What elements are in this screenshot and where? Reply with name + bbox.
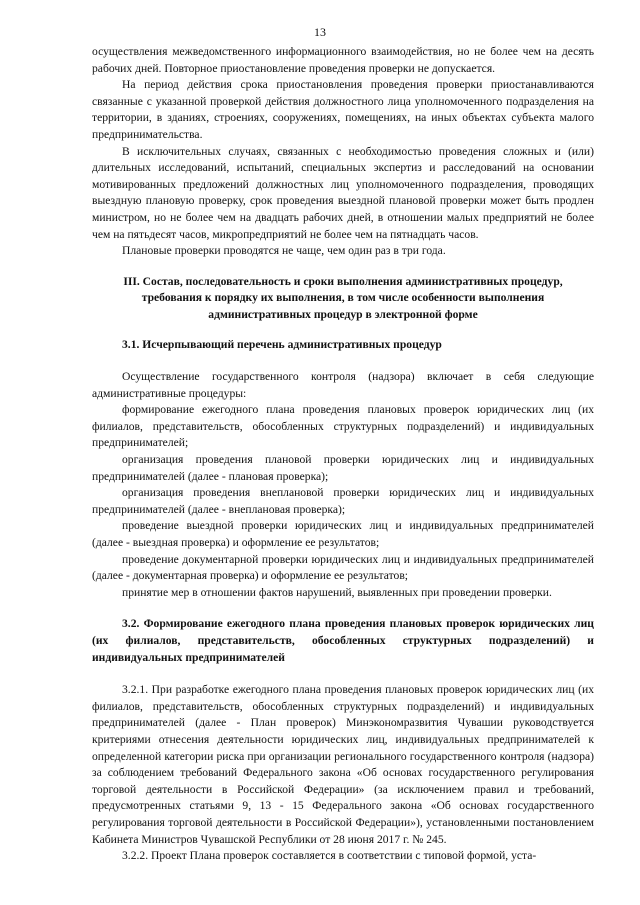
list-item-onsite: проведение выездной проверки юридических лиц и индивидуальных предпринимателей (далее - выездная проверка) и оформление ее результатов; — [92, 519, 594, 550]
paragraph-3-2-2: 3.2.2. Проект Плана проверок составляется в соответствии с типовой формой, уста- — [122, 849, 537, 863]
list-intro: Осуществление государственного контроля (надзора) включает в себя следующие административные процедуры: — [92, 370, 594, 400]
list-item-scheduled: организация проведения плановой проверки юридических лиц и индивидуальных предпринимателей (далее - плановая проверка); — [92, 453, 594, 483]
paragraph-suspension-end: осуществления межведомственного информационного взаимодействия, но не более чем на десять рабочих дней. Повторное приостановление проведения проверки не допускается. — [92, 45, 594, 75]
subsection-3-1-heading: 3.1. Исчерпывающий перечень административных процедур — [122, 337, 442, 351]
document-body — [92, 44, 594, 865]
section-3-heading: III. Состав, последовательность и сроки выполнения административных процедур, требования к порядку их выполнения, в том числе особенности выполнения административных процедур в электронной форме — [123, 274, 563, 321]
spacer — [92, 666, 594, 682]
list-item-plan: формирование ежегодного плана проведения плановых проверок юридических лиц (их филиалов, представительств, обособленных структурных подразделений) и индивидуальных предпринимателей; — [92, 403, 594, 450]
subsection-3-2-heading: 3.2. Формирование ежегодного плана проведения плановых проверок юридических лиц (их филиалов, представительств, обособленных структурных подразделений) и индивидуальных предпринимателей — [92, 617, 594, 664]
paragraph-extension: В исключительных случаях, связанных с необходимостью проведения сложных и (или) длительных исследований, испытаний, специальных экспертиз и расследований на основании мотивированных предложений должностных лиц уполномоченного подразделения, проводящих выездную плановую проверку, срок проведения выездной плановой проверки может быть продлен министром, но не более чем на двадцать рабочих дней, в отношении малых предприятий не более чем на пятьдесят часов, микропредприятий не более чем на пятнадцать часов. — [92, 144, 594, 241]
paragraph-frequency: Плановые проверки проводятся не чаще, чем один раз в три года. — [122, 244, 446, 258]
list-item-measures: принятие мер в отношении фактов нарушений, выявленных при проведении проверки. — [122, 585, 552, 599]
list-item-unscheduled: организация проведения внеплановой проверки юридических лиц и индивидуальных предпринимателей (далее - внеплановая проверка); — [92, 486, 594, 516]
list-item-documentary: проведение документарной проверки юридических лиц и индивидуальных предпринимателей (далее - документарная проверка) и оформление ее результатов; — [92, 552, 594, 583]
paragraph-suspension-actions: На период действия срока приостановления проведения проверки приостанавливаются связанные с указанной проверкой действия должностного лица уполномоченного подразделения на территории, в зданиях, строениях, сооружениях, помещениях, на иных объектах субъекта малого предпринимательства. — [92, 78, 594, 141]
paragraph-3-2-1: 3.2.1. При разработке ежегодного плана проведения плановых проверок юридических лиц (их филиалов, представительств, обособленных структурных подразделений) и индивидуальных предпринимателей (далее - План проверок) Минэкономразвития Чувашии руководствуется критериями отнесения деятельности юридических лиц, индивидуальных предпринимателей к определенной категории риска при организации регионального государственного контроля (надзора) за соблюдением требований Федерального закона «Об основах государственного регулирования торговой деятельности в Российской Федерации» (за исключением правил и требований, предусмотренных статьями 9, 13 - 15 Федерального закона «Об основах государственного регулирования торговой деятельности в Российской Федерации»), установленными постановлением Кабинета Министров Чувашской Республики от 28 июня 2017 г. № 245. — [92, 683, 594, 846]
page-number: 13 — [314, 25, 326, 39]
spacer — [92, 353, 594, 369]
